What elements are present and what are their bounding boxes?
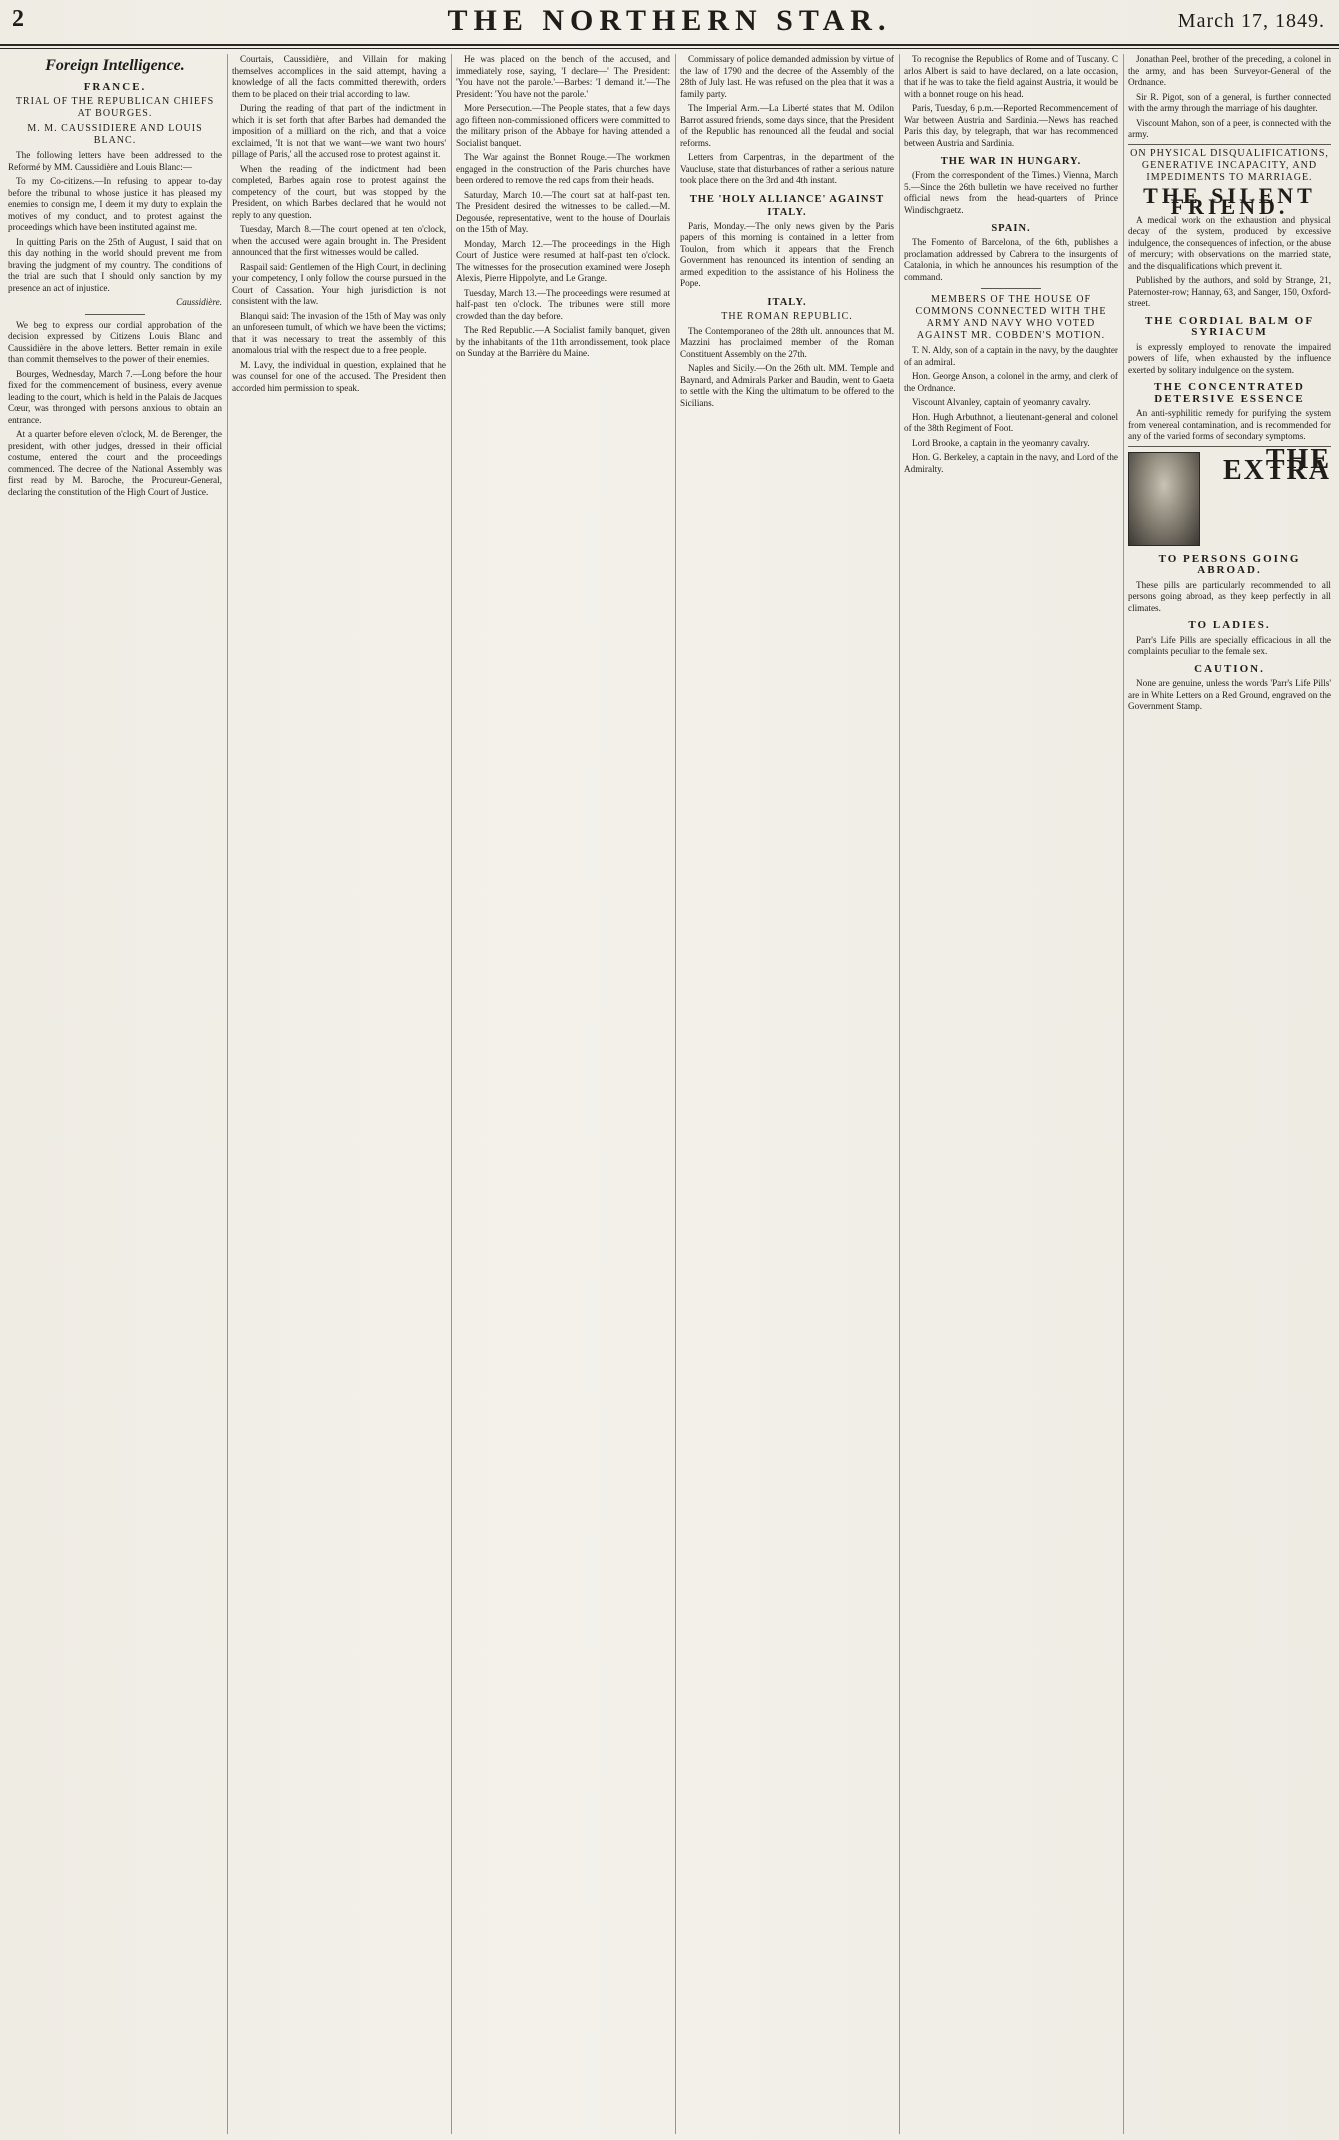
heading-holy-alliance: THE 'HOLY ALLIANCE' AGAINST ITALY. [689,193,885,218]
column-3 [456,54,670,2134]
column-4 [680,54,894,2134]
ad-paragraph: None are genuine, unless the words 'Parr's Life Pills' are in White Letters on a Red Ground, engraved on the Government Stamp. [1128,678,1331,711]
article-paragraph: Naples and Sicily.—On the 26th ult. MM. Temple and Baynard, and Admirals Parker and Baudin, went to Gaeta to settle with the King the ultimatum to be offered to the Sicilians. [680,363,894,408]
column-rule [227,54,228,2134]
columns [8,54,1331,2134]
issue-date: March 17, 1849. [1177,10,1325,32]
heading-france: FRANCE. [83,81,147,93]
article-paragraph: Saturday, March 10.—The court sat at half-past ten. The President desired the witnesses to be called.—M. Degousée, representative, went to the house of Dourlais on the 15th of May. [456,189,670,234]
article-paragraph: The Contemporaneo of the 28th ult. announces that M. Mazzini has proclaimed member of the Roman Constituent Assembly on the 27th. [680,325,894,359]
article-paragraph: Monday, March 12.—The proceedings in the High Court of Justice were resumed at half-past ten o'clock. The witnesses for the prosecution examined were Joseph Alexis, Pierre Hippolyte, and Le Grange. [456,238,670,283]
list-item: Hon. G. Berkeley, a captain in the navy, and Lord of the Admiralty. [904,452,1118,474]
article-paragraph: In quitting Paris on the 25th of August, I said that on this day nothing in the world should prevent me from braving the judgment of my country. The conditions of the trial are such that I should only sanction by my presence an act of injustice. [8,236,222,293]
article-paragraph: The following letters have been addressed to the Reformé by MM. Caussidière and Louis Blanc:— [8,150,222,172]
column-1 [8,54,222,2134]
article-paragraph: Paris, Monday.—The only news given by the Paris papers of this morning is contained in a letter from Toulon, from which it appears that the French Government has renounced its intention of sending an armed expedition to the assistance of his Holiness the Pope. [680,220,894,288]
article-paragraph: To my Co-citizens.—In refusing to appear to-day before the tribunal to whose justice it has pleased my enemies to consign me, I deem it my duty to explain the motives of my conduct, and to protest against the proceedings which have been instituted against me. [8,176,222,232]
ad-paragraph: A medical work on the exhaustion and physical decay of the system, produced by excessive indulgence, the consequences of infection, or the abuse of mercury; with observations on the married state, and the disqualifications which prevent it. [1128,214,1331,271]
heading-members: MEMBERS OF THE HOUSE OF COMMONS CONNECTED WITH THE ARMY AND NAVY WHO VOTED AGAINST MR. COBDEN'S MOTION. [915,294,1107,341]
portrait-illustration [1128,452,1200,546]
list-item: Hon. George Anson, a colonel in the army, and clerk of the Ordnance. [904,371,1118,393]
column-rule [675,54,676,2134]
divider [85,314,145,315]
paper-title: THE NORTHERN STAR. [447,4,892,37]
article-paragraph: M. Lavy, the individual in question, explained that he was counsel for one of the accused. The President then accorded him permission to speak. [232,359,446,393]
ad-paragraph: Parr's Life Pills are specially efficacious in all the complaints peculiar to the female sex. [1128,634,1331,656]
divider [981,288,1041,289]
column-2 [232,54,446,2134]
masthead [0,0,1339,46]
ad-title: THE EXTRA [1222,443,1331,486]
heading-trial: TRIAL OF THE REPUBLICAN CHIEFS AT BOURGES. [15,96,215,119]
article-paragraph: Raspail said: Gentlemen of the High Court, in declining your competency, I only follow the course pursued in the Court of Cassation. Your high jurisdiction is not consistent with the law. [232,261,446,306]
ad-heading: ON PHYSICAL DISQUALIFICATIONS, GENERATIVE INCAPACITY, AND IMPEDIMENTS TO MARRIAGE. [1130,147,1329,183]
ad-paragraph: is expressly employed to renovate the impaired powers of life, when exhausted by the influence exerted by solitary indulgence on the system. [1128,341,1331,375]
ad-paragraph: An anti-syphilitic remedy for purifying the system from venereal contamination, and is recommended for any of the varied forms of secondary symptoms. [1128,408,1331,441]
signature: Caussidière. [176,297,222,307]
heading-roman-republic: THE ROMAN REPUBLIC. [721,310,853,322]
column-rule [451,54,452,2134]
list-item: Hon. Hugh Arbuthnot, a lieutenant-general and colonel of the 38th Regiment of Foot. [904,411,1118,433]
article-paragraph: Paris, Tuesday, 6 p.m.—Reported Recommencement of War between Austria and Sardinia.—News has reached Paris this day, by telegraph, that war has recommenced between Austria and Sardinia. [904,103,1118,148]
list-item: Viscount Mahon, son of a peer, is connected with the army. [1128,117,1331,139]
heading-italy: ITALY. [767,296,807,308]
ad-heading: THE CORDIAL BALM OF SYRIACUM [1144,314,1315,338]
masthead-rule [0,48,1339,49]
ad-title: THE SILENT FRIEND. [1143,182,1316,219]
column-rule [1123,54,1124,2134]
list-item: Viscount Alvanley, captain of yeomanry cavalry. [912,397,1091,407]
list-item: Sir R. Pigot, son of a general, is further connected with the army through the marriage of his daughter. [1128,91,1331,113]
column-5 [904,54,1118,2134]
article-paragraph: Letters from Carpentras, in the department of the Vaucluse, state that disturbances of rather a serious nature took place there on the 3rd and 4th instant. [680,152,894,185]
article-paragraph: (From the correspondent of the Times.) Vienna, March 5.—Since the 26th bulletin we have received no further official news from the head-quarters of Prince Windischgraetz. [904,170,1118,215]
article-paragraph: Courtais, Caussidière, and Villain for making themselves accomplices in the said attempt, having a knowledge of all the facts committed therewith, orders them to be placed on their trial according to law. [232,54,446,99]
column-rule [899,54,900,2134]
list-item: Lord Brooke, a captain in the yeomanry cavalry. [912,437,1090,448]
ad-paragraph: These pills are particularly recommended to all persons going abroad, as they keep perfectly in all climates. [1128,579,1331,613]
article-paragraph: To recognise the Republics of Rome and of Tuscany. C arlos Albert is said to have declared, on a late occasion, that if he was to take the field against Austria, it would be with a bonnet rouge on his head. [904,54,1118,99]
advertisement-silent-friend [1128,144,1331,443]
article-paragraph: He was placed on the bench of the accused, and immediately rose, saying, 'I declare—' The President: 'You have not the parole.'—Barbes: 'I demand it.'—The President: 'You have not the parole.' [456,54,670,99]
article-paragraph: More Persecution.—The People states, that a few days ago fifteen non-commissioned officers were committed to the military prison of the Abbaye for having attended a Socialist banquet. [456,103,670,148]
article-paragraph: Commissary of police demanded admission by virtue of the law of 1790 and the decree of the Assembly of the 28th of July last. He was refused on the plea that it was a family party. [680,54,894,99]
article-paragraph: The War against the Bonnet Rouge.—The workmen engaged in the construction of the Paris churches have been ordered to remove the red caps from their heads. [456,152,670,185]
column-6 [1128,54,1331,2134]
article-paragraph: The Red Republic.—A Socialist family banquet, given by the inhabitants of the 11th arrondissement, took place on Sunday at the Barrière du Maine. [456,325,670,358]
article-paragraph: Tuesday, March 8.—The court opened at ten o'clock, when the accused were again brought in. The President announced that the first witnesses would be called. [232,224,446,257]
list-item: Jonathan Peel, brother of the preceding, a colonel in the army, and has been Surveyor-General of the Ordnance. [1128,54,1331,87]
section-heading: Foreign Intelligence. [45,57,185,74]
article-paragraph: We beg to express our cordial approbation of the decision expressed by Citizens Louis Blanc and Caussidière in the above letters. Better remain in exile than commit themselves to the power of their enemies. [8,319,222,364]
article-paragraph: The Fomento of Barcelona, of the 6th, publishes a proclamation addressed by Cabrera to the insurgents of Catalonia, in which he announces his resumption of the command. [904,237,1118,282]
article-paragraph: When the reading of the indictment had been completed, Barbes again rose to protest against the competency of the court, but was stopped by the President, on which Barbes declared that he would not reply to any question. [232,163,446,220]
article-paragraph: Tuesday, March 13.—The proceedings were resumed at half-past ten o'clock. The tribunes were still more crowded than the day before. [456,287,670,321]
heading-spain: SPAIN. [991,223,1031,234]
ad-heading: TO LADIES. [1188,619,1271,631]
ad-heading: TO PERSONS GOING ABROAD. [1158,552,1301,576]
heading-names: M. M. CAUSSIDIERE AND LOUIS BLANC. [27,123,203,146]
ad-heading: THE CONCENTRATED DETERSIVE ESSENCE [1154,381,1305,405]
page-number: 2 [12,6,24,32]
article-paragraph: Blanqui said: The invasion of the 15th of May was only an unforeseen tumult, of which we have been the victims; that it was necessary to treat the assembly of this anomalous trial with the respect due to a free people. [232,310,446,355]
article-paragraph: Bourges, Wednesday, March 7.—Long before the hour fixed for the commencement of business, every avenue leading to the court, which is held in the Palais de Jacques Cœur, was thronged with persons anxious to obtain an entrance. [8,368,222,425]
heading-war-hungary: THE WAR IN HUNGARY. [940,156,1082,167]
article-paragraph: At a quarter before eleven o'clock, M. de Berenger, the president, with other judges, dressed in their official costume, entered the court and the proceedings commenced. The decree of the National Assembly was first read by M. Baroche, the Procureur-General, declaring the constitution of the High Court of Justice. [8,429,222,497]
article-paragraph: During the reading of that part of the indictment in which it is set forth that after Barbes had demanded the imposition of a milliard on the rich, and that a voice exclaimed, 'It is not that we want—we want two hours' pillage of Paris,' all the accused rose to protest against it. [232,103,446,159]
ad-heading: CAUTION. [1194,662,1265,675]
list-item: T. N. Aldy, son of a captain in the navy, by the daughter of an admiral. [904,345,1118,367]
advertisement-extra [1128,443,1331,713]
ad-paragraph: Published by the authors, and sold by Strange, 21, Paternoster-row; Hannay, 63, and Sanger, 150, Oxford-street. [1128,275,1331,308]
article-paragraph: The Imperial Arm.—La Liberté states that M. Odilon Barrot assured friends, some days since, that the President of the Republic has renounced all the feudal and social reforms. [680,103,894,148]
